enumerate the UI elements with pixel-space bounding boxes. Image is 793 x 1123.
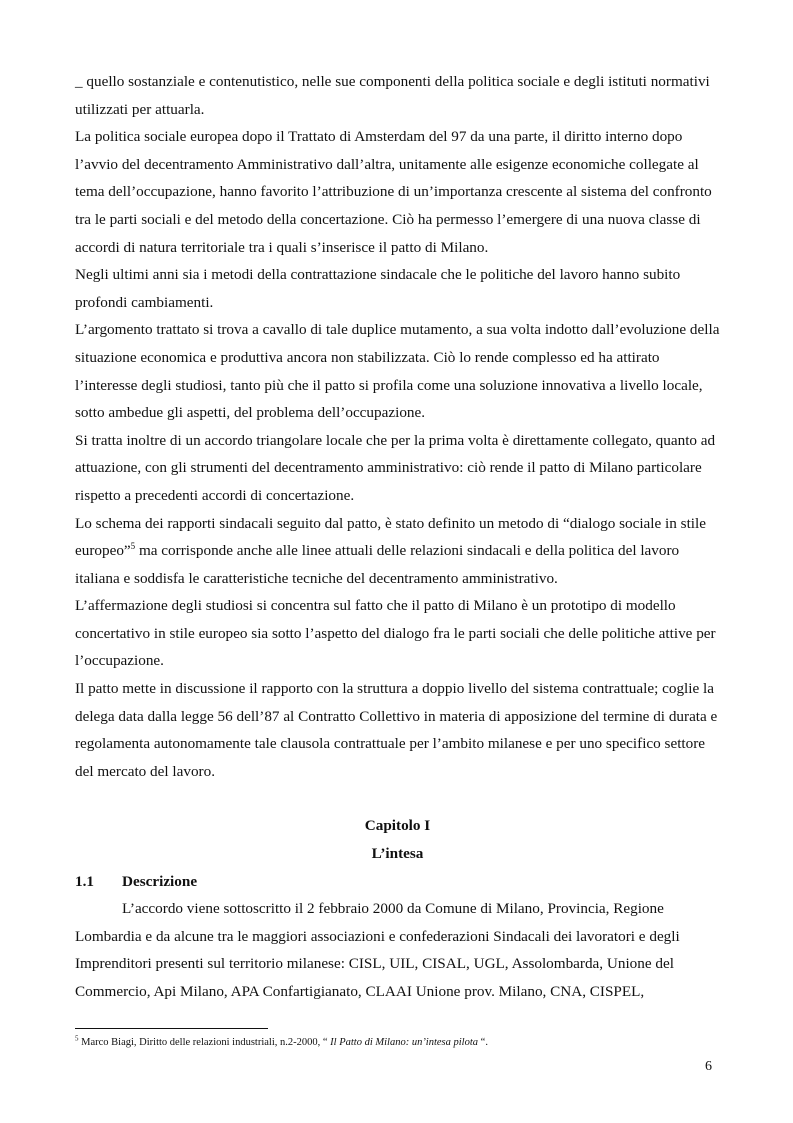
footnote-divider xyxy=(75,1028,268,1029)
paragraph: Il patto mette in discussione il rapporto con la struttura a doppio livello del sistema contrattuale; coglie la delega data dalla legge 56 dell’87 al Contratto Collettivo in materia di apposizione del termine di durata e regolamenta autonomamente tale clausola contrattuale per l’ambito milanese e per uno specifico settore del mercato del lavoro. xyxy=(75,680,718,780)
paragraph: L’affermazione degli studiosi si concentra sul fatto che il patto di Milano è un prototipo di modello concertativo in stile europeo sia sotto l’aspetto del dialogo fra le parti sociali che delle politiche attive per l’occupazione. xyxy=(75,597,716,670)
paragraph xyxy=(75,510,720,593)
footnote-text-end: “. xyxy=(478,1037,488,1048)
paragraph-text: ma corrisponde anche alle linee attuali delle relazioni sindacali e della politica del lavoro italiana e soddisfa le caratteristiche tecniche del decentramento amministrativo. xyxy=(75,542,680,587)
paragraph: L’argomento trattato si trova a cavallo di tale duplice mutamento, a sua volta indotto dall’evoluzione della situazione economica e produttiva ancora non stabilizzata. Ciò lo rende complesso ed ha attirato l’interesse degli studiosi, tanto più che il patto si profila come una soluzione innovativa a livello locale, sotto ambedue gli aspetti, del problema dell’occupazione. xyxy=(75,321,720,422)
document-body xyxy=(75,68,720,1006)
footnote xyxy=(75,1036,720,1050)
section-heading xyxy=(75,868,720,896)
footnote-reference: 5 xyxy=(130,541,136,552)
paragraph: _ quello sostanziale e contenutistico, nelle sue componenti della politica sociale e degli istituti normativi utilizzati per attuarla. xyxy=(75,73,710,118)
footnote-number: 5 xyxy=(75,1034,79,1043)
spacer xyxy=(75,785,720,812)
page-number: 6 xyxy=(705,1059,712,1074)
paragraph: Si tratta inoltre di un accordo triangolare locale che per la prima volta è direttamente collegato, quanto ad attuazione, con gli strumenti del decentramento amministrativo: ciò rende il patto di Milano particolare rispetto a precedenti accordi di concertazione. xyxy=(75,431,716,504)
paragraph: Negli ultimi anni sia i metodi della contrattazione sindacale che le politiche del lavoro hanno subito profondi cambiamenti. xyxy=(75,266,681,311)
chapter-title: Capitolo I xyxy=(364,817,431,835)
section-title: Descrizione xyxy=(122,872,198,890)
paragraph: L’accordo viene sottoscritto il 2 febbraio 2000 da Comune di Milano, Provincia, Regione Lombardia e da alcune tra le maggiori associazioni e confederazioni Sindacali dei lavoratori e degli Imprenditori presenti sul territorio milanese: CISL, UIL, CISAL, UGL, Assolombarda, Unione del Commercio, Api Milano, APA Confartigianato, CLAAI Unione prov. Milano, CNA, CISPEL, xyxy=(75,900,680,1000)
section-number: 1.1 xyxy=(75,872,94,890)
paragraph: La politica sociale europea dopo il Trattato di Amsterdam del 97 da una parte, il diritto interno dopo l’avvio del decentramento Amministrativo dall’altra, unitamente alle esigenze economiche collegate al tema dell’occupazione, hanno favorito l’attribuzione di un’importanza crescente al sistema del confronto tra le parti sociali e del metodo della concertazione. Ciò ha permesso l’emergere di una nuova classe di accordi di natura territoriale tra i quali s’inserisce il patto di Milano. xyxy=(75,128,712,256)
paragraph-text: Lo schema dei rapporti sindacali seguito dal patto, è stato definito un metodo di “dialogo sociale in stile europeo” xyxy=(75,514,706,560)
footnote-italic-title: Il Patto di Milano: un’intesa pilota xyxy=(330,1037,479,1048)
footnote-text: Marco Biagi, Diritto delle relazioni industriali, n.2-2000, “ xyxy=(78,1037,331,1048)
chapter-subtitle: L’intesa xyxy=(371,845,424,863)
